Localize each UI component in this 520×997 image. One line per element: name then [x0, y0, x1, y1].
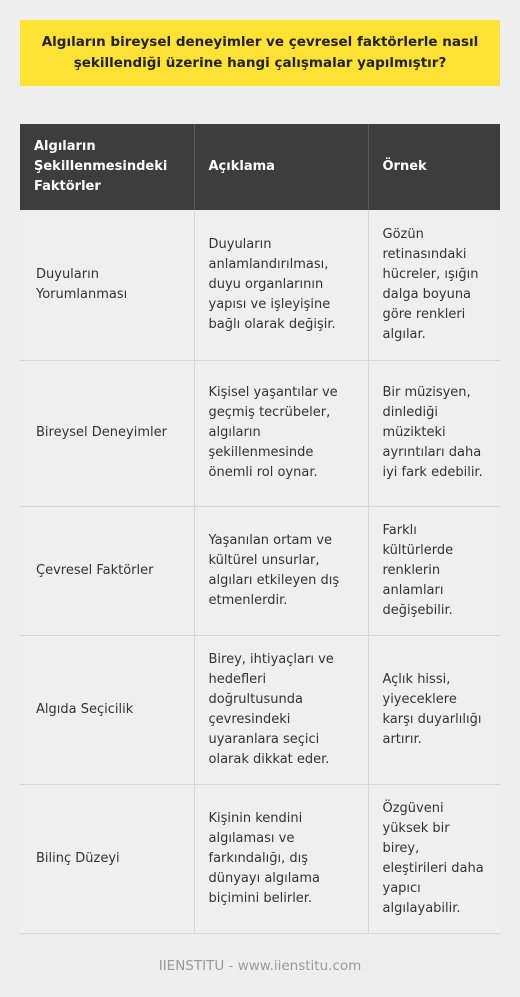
- example-cell: Gözün retinasındaki hücreler, ışığın dalga boyuna göre renkleri algılar.: [368, 210, 500, 360]
- description-cell: Yaşanılan ortam ve kültürel unsurlar, algıları etkileyen dış etmenlerdir.: [194, 506, 368, 635]
- description-cell: Birey, ihtiyaçları ve hedefleri doğrultusunda çevresindeki uyaranlara seçici olarak dikkat eder.: [194, 635, 368, 784]
- factor-cell: Algıda Seçicilik: [20, 635, 194, 784]
- table-header-row: [20, 124, 500, 210]
- factors-table: [20, 124, 500, 934]
- page-title: Algıların bireysel deneyimler ve çevresel faktörlerle nasıl şekillendiği üzerine hangi çalışmalar yapılmıştır?: [41, 34, 479, 71]
- description-cell: Kişinin kendini algılaması ve farkındalığı, dış dünyayı algılama biçimini belirler.: [194, 784, 368, 933]
- factor-cell: Bireysel Deneyimler: [20, 360, 194, 506]
- factor-cell: Bilinç Düzeyi: [20, 784, 194, 933]
- table-row: [20, 506, 500, 635]
- table-row: [20, 784, 500, 933]
- footer-credit: IIENSTITU - www.iienstitu.com: [158, 958, 362, 974]
- table-row: [20, 635, 500, 784]
- description-cell: Duyuların anlamlandırılması, duyu organlarının yapısı ve işleyişine bağlı olarak değişir.: [194, 210, 368, 360]
- table-row: [20, 210, 500, 360]
- column-header-description: Açıklama: [194, 124, 368, 210]
- title-banner: [20, 20, 500, 86]
- example-cell: Farklı kültürlerde renklerin anlamları değişebilir.: [368, 506, 500, 635]
- example-cell: Özgüveni yüksek bir birey, eleştirileri daha yapıcı algılayabilir.: [368, 784, 500, 933]
- factor-cell: Çevresel Faktörler: [20, 506, 194, 635]
- description-cell: Kişisel yaşantılar ve geçmiş tecrübeler, algıların şekillenmesinde önemli rol oynar.: [194, 360, 368, 506]
- example-cell: Bir müzisyen, dinlediği müzikteki ayrıntıları daha iyi fark edebilir.: [368, 360, 500, 506]
- example-cell: Açlık hissi, yiyeceklere karşı duyarlılığı artırır.: [368, 635, 500, 784]
- column-header-factor: Algıların Şekillenmesindeki Faktörler: [20, 124, 194, 210]
- factor-cell: Duyuların Yorumlanması: [20, 210, 194, 360]
- table-row: [20, 360, 500, 506]
- column-header-example: Örnek: [368, 124, 500, 210]
